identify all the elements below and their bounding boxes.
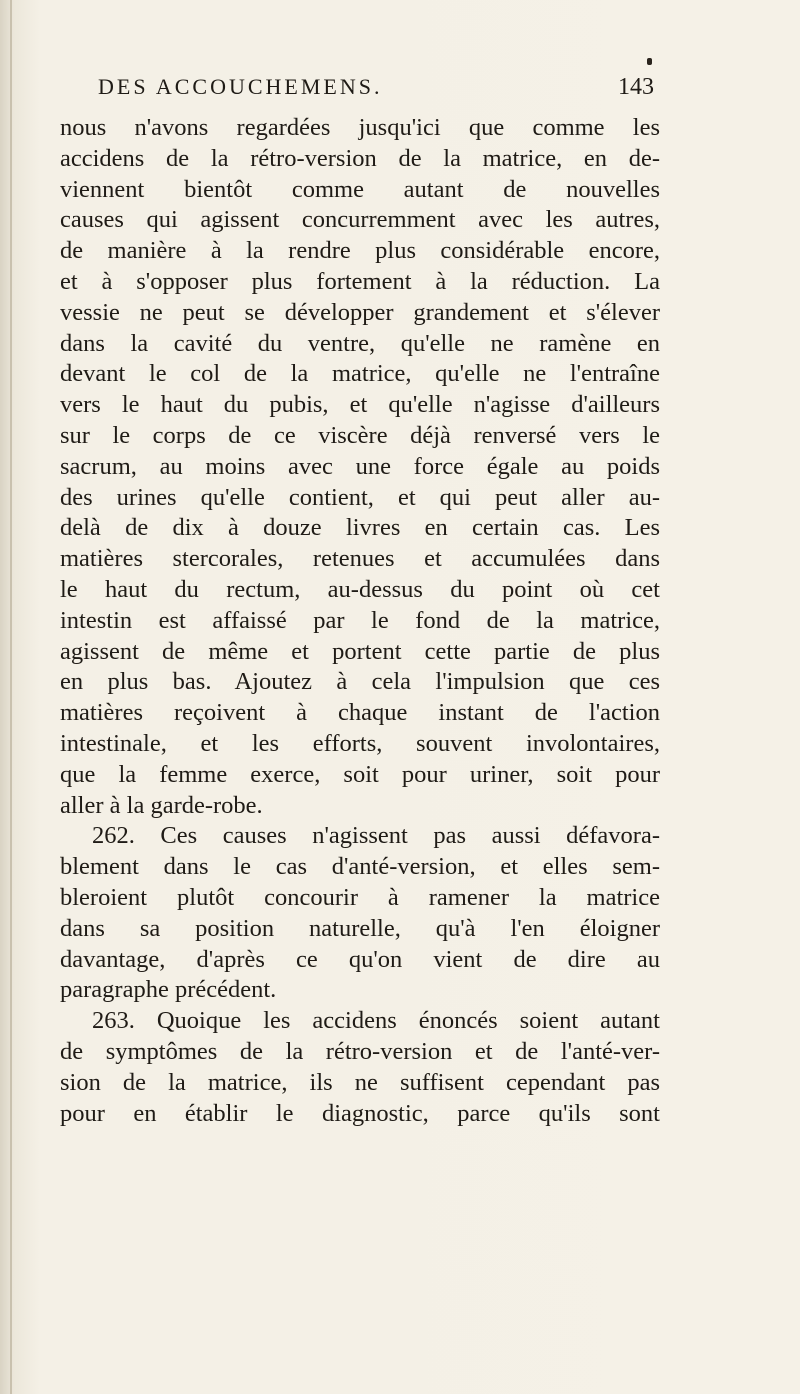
text-line: paragraphe précédent. — [60, 976, 277, 1004]
text-line: vessie ne peut se développer grandement et s'élever — [60, 298, 660, 326]
text-line: intestin est affaissé par le fond de la matrice, — [60, 606, 660, 634]
text-line: sur le corps de ce viscère déjà renversé vers le — [60, 421, 660, 449]
text-line: que la femme exerce, soit pour uriner, soit pour — [60, 760, 660, 788]
page-header — [98, 74, 654, 106]
text-line: devant le col de la matrice, qu'elle ne l'entraîne — [60, 360, 660, 388]
text-line: accidens de la rétro-version de la matrice, en de- — [60, 144, 660, 172]
text-line: de symptômes de la rétro-version et de l'anté-ver- — [60, 1037, 660, 1065]
text-line: dans la cavité du ventre, qu'elle ne ramène en — [60, 329, 660, 357]
text-line: des urines qu'elle contient, et qui peut aller au- — [60, 483, 660, 511]
text-line: sacrum, au moins avec une force égale au poids — [60, 452, 660, 480]
text-line: viennent bientôt comme autant de nouvelles — [60, 175, 660, 203]
text-line: blement dans le cas d'anté-version, et elles sem- — [60, 853, 660, 881]
text-line: agissent de même et portent cette partie de plus — [60, 637, 660, 665]
text-line: dans sa position naturelle, qu'à l'en éloigner — [60, 914, 660, 942]
text-line: nous n'avons regardées jusqu'ici que comme les — [60, 114, 660, 141]
text-line: bleroient plutôt concourir à ramener la matrice — [60, 883, 660, 911]
text-line: le haut du rectum, au-dessus du point où cet — [60, 575, 660, 603]
text-line: matières stercorales, retenues et accumulées dans — [60, 545, 660, 573]
text-line: aller à la garde-robe. — [60, 791, 263, 819]
text-line: sion de la matrice, ils ne suffisent cependant pas — [60, 1068, 660, 1096]
text-line: intestinale, et les efforts, souvent involontaires, — [60, 729, 660, 757]
text-line: vers le haut du pubis, et qu'elle n'agisse d'ailleurs — [60, 391, 660, 419]
paragraph-263-start: 263. Quoique les accidens énoncés soient autant — [92, 1007, 660, 1035]
text-line: pour en établir le diagnostic, parce qu'ils sont — [60, 1099, 660, 1127]
paragraph-262-start: 262. Ces causes n'agissent pas aussi défavora- — [92, 822, 660, 850]
body-text — [60, 113, 660, 1129]
running-head: DES ACCOUCHEMENS. — [98, 74, 383, 99]
ink-mark — [647, 58, 652, 65]
text-line: de manière à la rendre plus considérable encore, — [60, 237, 660, 265]
page-number: 143 — [618, 74, 654, 100]
text-line: delà de dix à douze livres en certain cas. Les — [60, 514, 660, 542]
binding-gutter — [10, 0, 12, 1394]
text-line: causes qui agissent concurremment avec les autres, — [60, 206, 660, 234]
text-line: davantage, d'après ce qu'on vient de dire au — [60, 945, 660, 973]
text-line: matières reçoivent à chaque instant de l'action — [60, 699, 660, 727]
text-line: et à s'opposer plus fortement à la réduction. La — [60, 267, 660, 295]
text-line: en plus bas. Ajoutez à cela l'impulsion que ces — [60, 668, 660, 696]
